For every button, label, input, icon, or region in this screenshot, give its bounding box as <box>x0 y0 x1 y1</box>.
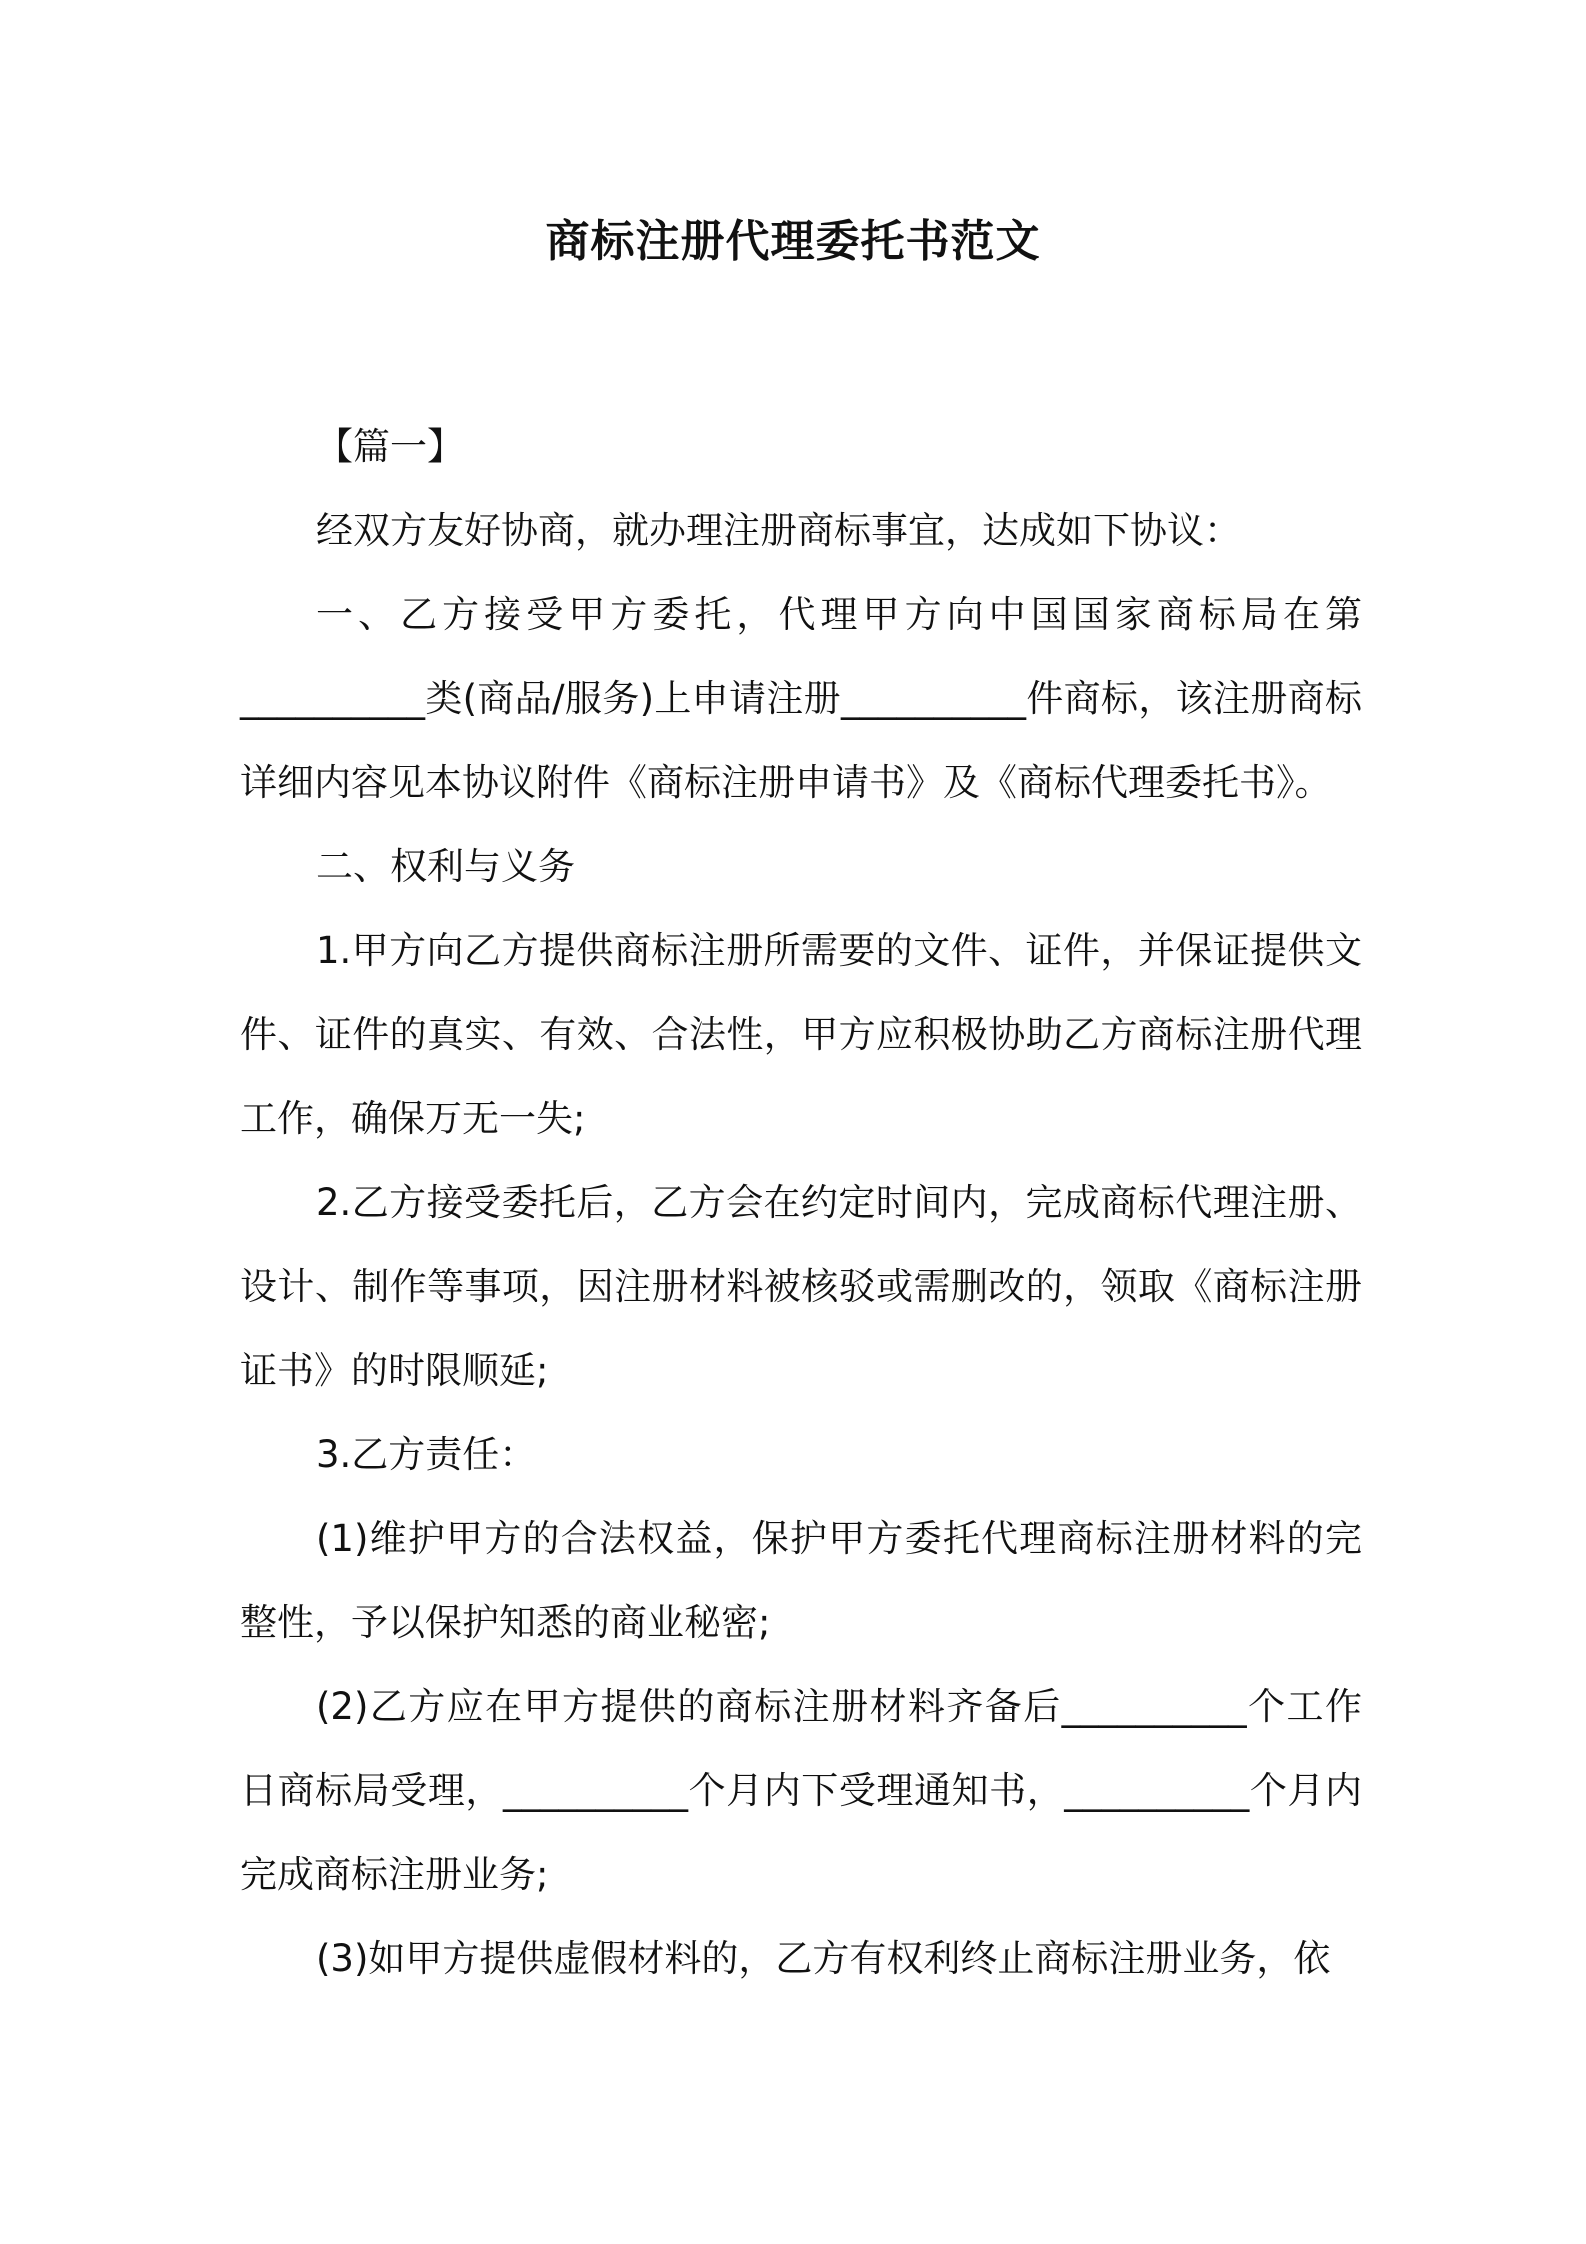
paragraph-item-2: 2.乙方接受委托后，乙方会在约定时间内，完成商标代理注册、设计、制作等事项，因注册材料被核驳或需删改的，领取《商标注册证书》的时限顺延; <box>240 1181 1362 1392</box>
paragraph-item-3: 3.乙方责任： <box>316 1433 537 1476</box>
section-heading-part-one: 【篇一】 <box>316 425 464 468</box>
paragraph-agreement-intro: 经双方友好协商，就办理注册商标事宜，达成如下协议： <box>316 509 1241 552</box>
document-title: 商标注册代理委托书范文 <box>545 216 1041 267</box>
paragraph-clause-one: 一、乙方接受甲方委托，代理甲方向中国国家商标局在第__________类(商品/服务)上申请注册__________件商标，该注册商标详细内容见本协议附件《商标注册申请书》及《商标代理委托书》。 <box>240 593 1362 804</box>
paragraph-item-1: 1.甲方向乙方提供商标注册所需要的文件、证件，并保证提供文件、证件的真实、有效、合法性，甲方应积极协助乙方商标注册代理工作，确保万无一失; <box>240 929 1362 1140</box>
paragraph-subitem-2: (2)乙方应在甲方提供的商标注册材料齐备后__________个工作日商标局受理，__________个月内下受理通知书，__________个月内完成商标注册业务; <box>240 1685 1362 1896</box>
paragraph-subitem-1: (1)维护甲方的合法权益，保护甲方委托代理商标注册材料的完整性，予以保护知悉的商业秘密; <box>240 1517 1362 1644</box>
section-heading-rights-duties: 二、权利与义务 <box>316 845 575 888</box>
paragraph-subitem-3: (3)如甲方提供虚假材料的，乙方有权利终止商标注册业务，依 <box>316 1937 1331 1980</box>
document-body <box>240 405 1362 2001</box>
